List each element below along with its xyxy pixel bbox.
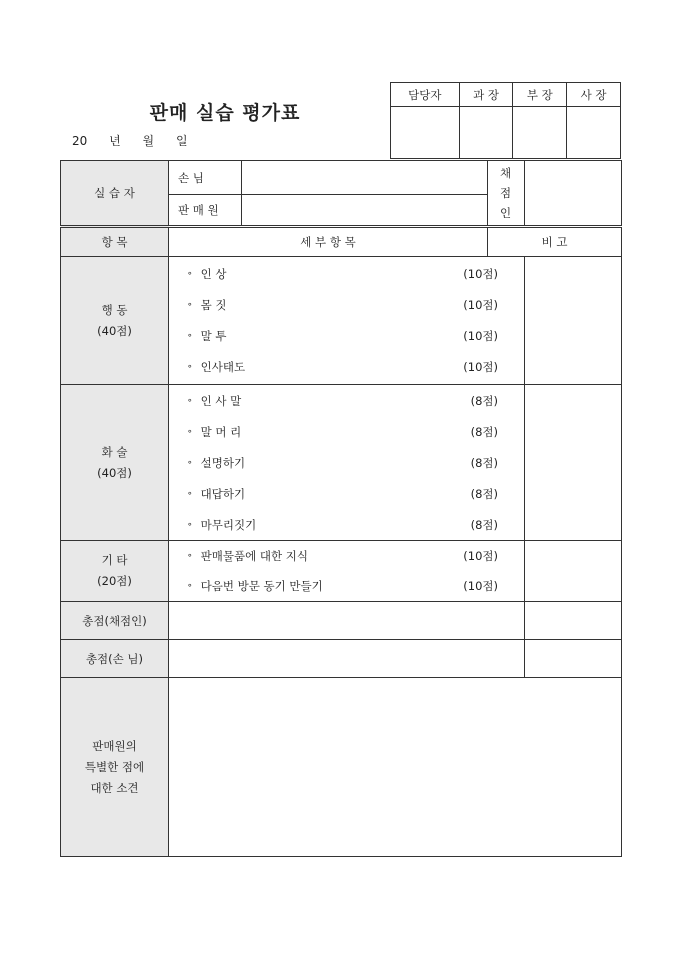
- grader-label: [488, 161, 525, 227]
- customer-name-field[interactable]: [242, 161, 488, 195]
- list-item: ∘ 인사태도 (10점): [187, 360, 498, 374]
- approval-sign-box[interactable]: [513, 107, 567, 159]
- grader-char: 채: [500, 166, 512, 180]
- item-name: 판매물품에 대한 지식: [200, 549, 308, 563]
- item-name: 대답하기: [200, 486, 246, 501]
- item-points: (10점): [463, 298, 498, 312]
- approval-role: 부 장: [513, 83, 567, 107]
- list-item: ∘ 몸 짓 (10점): [187, 298, 498, 312]
- trainee-label: 실 습 자: [61, 161, 169, 227]
- group-name: 화 술: [101, 444, 128, 459]
- list-item: ∘ 판매물품에 대한 지식 (10점): [187, 549, 498, 563]
- item-name: 말 머 리: [200, 424, 242, 439]
- group-items-behavior: [169, 257, 525, 385]
- list-item: ∘ 설명하기 (8점): [187, 455, 498, 470]
- list-item: ∘ 말 머 리 (8점): [187, 424, 498, 439]
- approval-sign-box[interactable]: [459, 107, 513, 159]
- form-title: 판매 실습 평가표: [149, 102, 301, 124]
- grader-name-field[interactable]: [525, 161, 622, 227]
- remark-cell[interactable]: [525, 541, 622, 602]
- list-item: ∘ 마무리짓기 (8점): [187, 517, 498, 532]
- date-line: [72, 132, 206, 149]
- total-grader-field[interactable]: [169, 602, 525, 640]
- item-name: 설명하기: [200, 455, 246, 470]
- remark-cell[interactable]: [525, 257, 622, 385]
- group-label-etc: [61, 541, 169, 602]
- group-items-speech: [169, 385, 525, 541]
- group-items-etc: [169, 541, 525, 602]
- item-points: (10점): [463, 329, 498, 343]
- item-name: 인 사 말: [200, 393, 242, 408]
- item-name: 인사태도: [200, 360, 246, 374]
- customer-label: 손 님: [169, 161, 242, 195]
- item-points: (10점): [463, 549, 498, 563]
- date-year-unit: 년: [109, 134, 121, 148]
- group-label-speech: [61, 385, 169, 541]
- opinion-label-line: 특별한 점에: [84, 759, 145, 774]
- item-points: (8점): [470, 486, 498, 501]
- column-header-remark: 비 고: [488, 227, 622, 257]
- group-points: (20점): [97, 574, 132, 588]
- item-points: (8점): [470, 393, 498, 408]
- opinion-label: [61, 678, 169, 857]
- total-grader-label: 총점(채점인): [61, 602, 169, 640]
- remark-cell[interactable]: [525, 640, 622, 678]
- item-points: (10점): [463, 360, 498, 374]
- item-name: 인 상: [200, 267, 227, 281]
- approval-role: 사 장: [567, 83, 621, 107]
- grader-char: 인: [500, 206, 512, 220]
- approval-role: 과 장: [459, 83, 513, 107]
- column-header-detail: 세 부 항 목: [169, 227, 488, 257]
- seller-label: 판 매 원: [169, 195, 242, 227]
- remark-cell[interactable]: [525, 602, 622, 640]
- date-year: 20: [72, 134, 88, 148]
- list-item: ∘ 인 상 (10점): [187, 267, 498, 281]
- item-points: (10점): [463, 267, 498, 281]
- item-name: 말 투: [200, 329, 227, 343]
- remark-cell[interactable]: [525, 385, 622, 541]
- approval-sign-box[interactable]: [567, 107, 621, 159]
- approval-role: 담당자: [391, 83, 460, 107]
- group-label-behavior: [61, 257, 169, 385]
- opinion-label-line: 판매원의: [92, 738, 137, 753]
- list-item: ∘ 인 사 말 (8점): [187, 393, 498, 408]
- seller-name-field[interactable]: [242, 195, 488, 227]
- item-points: (10점): [463, 579, 498, 593]
- group-points: (40점): [97, 465, 132, 480]
- item-name: 마무리짓기: [200, 517, 257, 532]
- date-day-unit: 일: [175, 134, 188, 148]
- item-points: (8점): [470, 455, 498, 470]
- list-item: ∘ 다음번 방문 동기 만들기 (10점): [187, 579, 498, 593]
- evaluation-table: [60, 160, 622, 857]
- item-name: 몸 짓: [200, 298, 227, 312]
- approval-table: [390, 82, 621, 159]
- opinion-field[interactable]: [169, 678, 622, 857]
- list-item: ∘ 말 투 (10점): [187, 329, 498, 343]
- approval-sign-box[interactable]: [391, 107, 460, 159]
- item-points: (8점): [470, 424, 498, 439]
- total-customer-field[interactable]: [169, 640, 525, 678]
- total-customer-label: 총점(손 님): [61, 640, 169, 678]
- column-header-item: 항 목: [61, 227, 169, 257]
- opinion-label-line: 대한 소견: [90, 780, 139, 795]
- date-month-unit: 월: [142, 134, 155, 148]
- list-item: ∘ 대답하기 (8점): [187, 486, 498, 501]
- group-name: 기 타: [101, 553, 128, 567]
- group-points: (40점): [97, 323, 132, 338]
- item-name: 다음번 방문 동기 만들기: [200, 579, 323, 593]
- group-name: 행 동: [101, 302, 128, 317]
- item-points: (8점): [470, 517, 498, 532]
- grader-char: 점: [500, 186, 512, 200]
